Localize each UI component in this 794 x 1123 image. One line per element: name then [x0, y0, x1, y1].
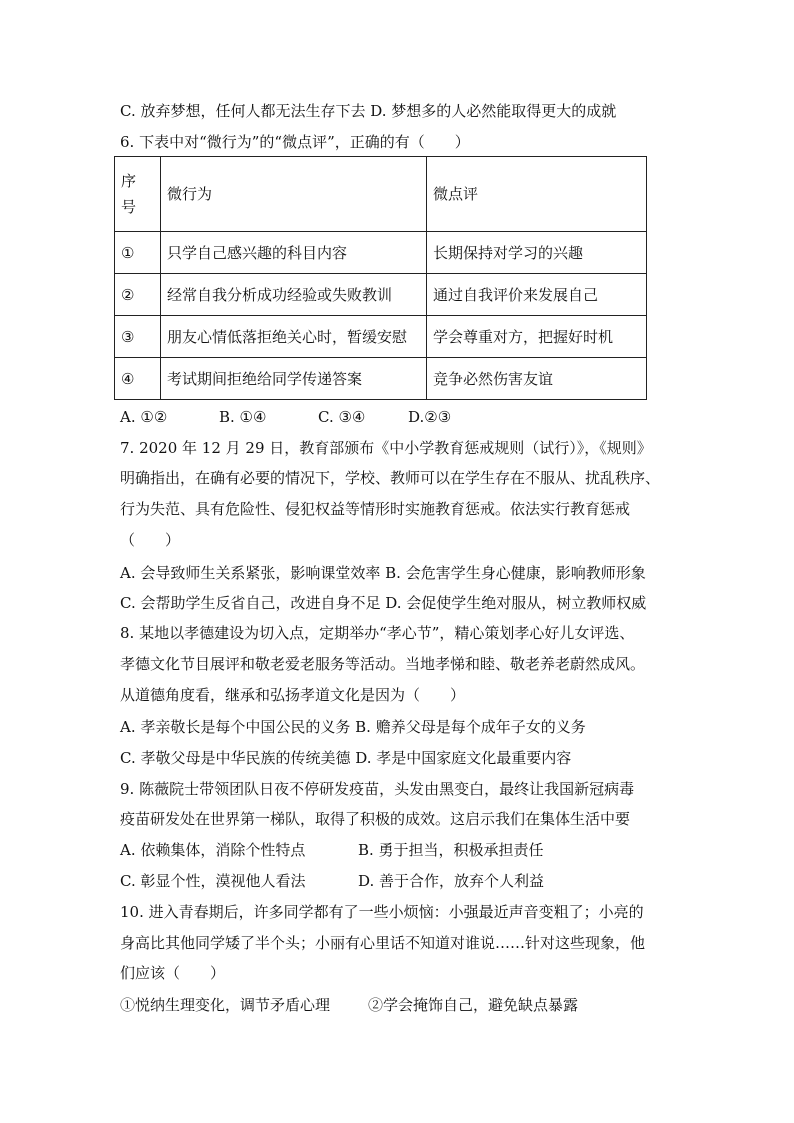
row-no: ①: [115, 232, 161, 274]
row-behavior: 只学自己感兴趣的科目内容: [161, 232, 427, 274]
q10-statement-1: ①悦纳生理变化，调节矛盾心理: [120, 996, 331, 1014]
q9-line-2: 疫苗研发处在世界第一梯队，取得了积极的成效。这启示我们在集体生活中要: [120, 810, 631, 828]
row-behavior: 考试期间拒绝给同学传递答案: [161, 358, 427, 400]
q6-stem: 6. 下表中对“微行为”的“微点评”，正确的有（ ）: [120, 133, 470, 151]
q6-option-b: B. ①④: [219, 408, 267, 426]
q10-statement-2: ②学会掩饰自己，避免缺点暴露: [368, 996, 579, 1014]
q6-option-d: D.②③: [408, 408, 452, 426]
table-header-row: [115, 157, 647, 232]
q9-option-a: A. 依赖集体，消除个性特点: [120, 841, 306, 859]
q9-option-b: B. 勇于担当，积极承担责任: [358, 841, 544, 859]
q8-line-3: 从道德角度看，继承和弘扬孝道文化是因为（ ）: [120, 686, 466, 704]
table-row: [115, 232, 647, 274]
row-no: ③: [115, 316, 161, 358]
q7-line-4: （ ）: [120, 531, 181, 549]
q8-line-1: 8. 某地以孝德建设为切入点，定期举办“孝心节”，精心策划孝心好儿女评选、: [120, 624, 635, 642]
q8-option-cd: C. 孝敬父母是中华民族的传统美德 D. 孝是中国家庭文化最重要内容: [120, 749, 572, 767]
header-comment: 微点评: [427, 157, 647, 232]
q10-line-1: 10. 进入青春期后，许多同学都有了一些小烦恼：小强最近声音变粗了；小亮的: [120, 903, 644, 921]
header-seq: 序 号: [115, 157, 161, 232]
q6-table: [114, 156, 647, 400]
row-behavior: 朋友心情低落拒绝关心时，暂缓安慰: [161, 316, 427, 358]
row-comment: 竞争必然伤害友谊: [427, 358, 647, 400]
header-behavior: 微行为: [161, 157, 427, 232]
row-behavior: 经常自我分析成功经验或失败教训: [161, 274, 427, 316]
table-row: [115, 358, 647, 400]
q7-line-2: 明确指出，在确有必要的情况下，学校、教师可以在学生存在不服从、扰乱秩序、: [120, 469, 661, 487]
q7-line-1: 7. 2020 年 12 月 29 日，教育部颁布《中小学教育惩戒规则（试行）》，《规则》: [120, 439, 652, 457]
q7-option-ab: A. 会导致师生关系紧张，影响课堂效率 B. 会危害学生身心健康，影响教师形象: [120, 564, 646, 582]
q9-option-c: C. 彰显个性，漠视他人看法: [120, 872, 306, 890]
q10-line-2: 身高比其他同学矮了半个头；小丽有心里话不知道对谁说……针对这些现象，他: [120, 934, 646, 952]
row-no: ④: [115, 358, 161, 400]
q7-option-cd: C. 会帮助学生反省自己，改进自身不足 D. 会促使学生绝对服从，树立教师权威: [120, 594, 647, 612]
q8-option-ab: A. 孝亲敬长是每个中国公民的义务 B. 赡养父母是每个成年子女的义务: [120, 718, 586, 736]
q9-line-1: 9. 陈薇院士带领团队日夜不停研发疫苗，头发由黑变白，最终让我国新冠病毒: [120, 780, 635, 798]
q9-option-d: D. 善于合作，放弃个人利益: [358, 872, 545, 890]
q6-option-c: C. ③④: [318, 408, 366, 426]
q6-option-a: A. ①②: [120, 408, 168, 426]
q8-line-2: 孝德文化节目展评和敬老爱老服务等活动。当地孝悌和睦、敬老养老蔚然成风。: [120, 655, 646, 673]
q7-line-3: 行为失范、具有危险性、侵犯权益等情形时实施教育惩戒。依法实行教育惩戒: [120, 500, 631, 518]
q5-option-cd: C. 放弃梦想，任何人都无法生存下去 D. 梦想多的人必然能取得更大的成就: [120, 102, 617, 120]
table-row: [115, 316, 647, 358]
table-row: [115, 274, 647, 316]
row-comment: 通过自我评价来发展自己: [427, 274, 647, 316]
row-no: ②: [115, 274, 161, 316]
q10-line-3: 们应该（ ）: [120, 964, 226, 982]
row-comment: 长期保持对学习的兴趣: [427, 232, 647, 274]
row-comment: 学会尊重对方，把握好时机: [427, 316, 647, 358]
